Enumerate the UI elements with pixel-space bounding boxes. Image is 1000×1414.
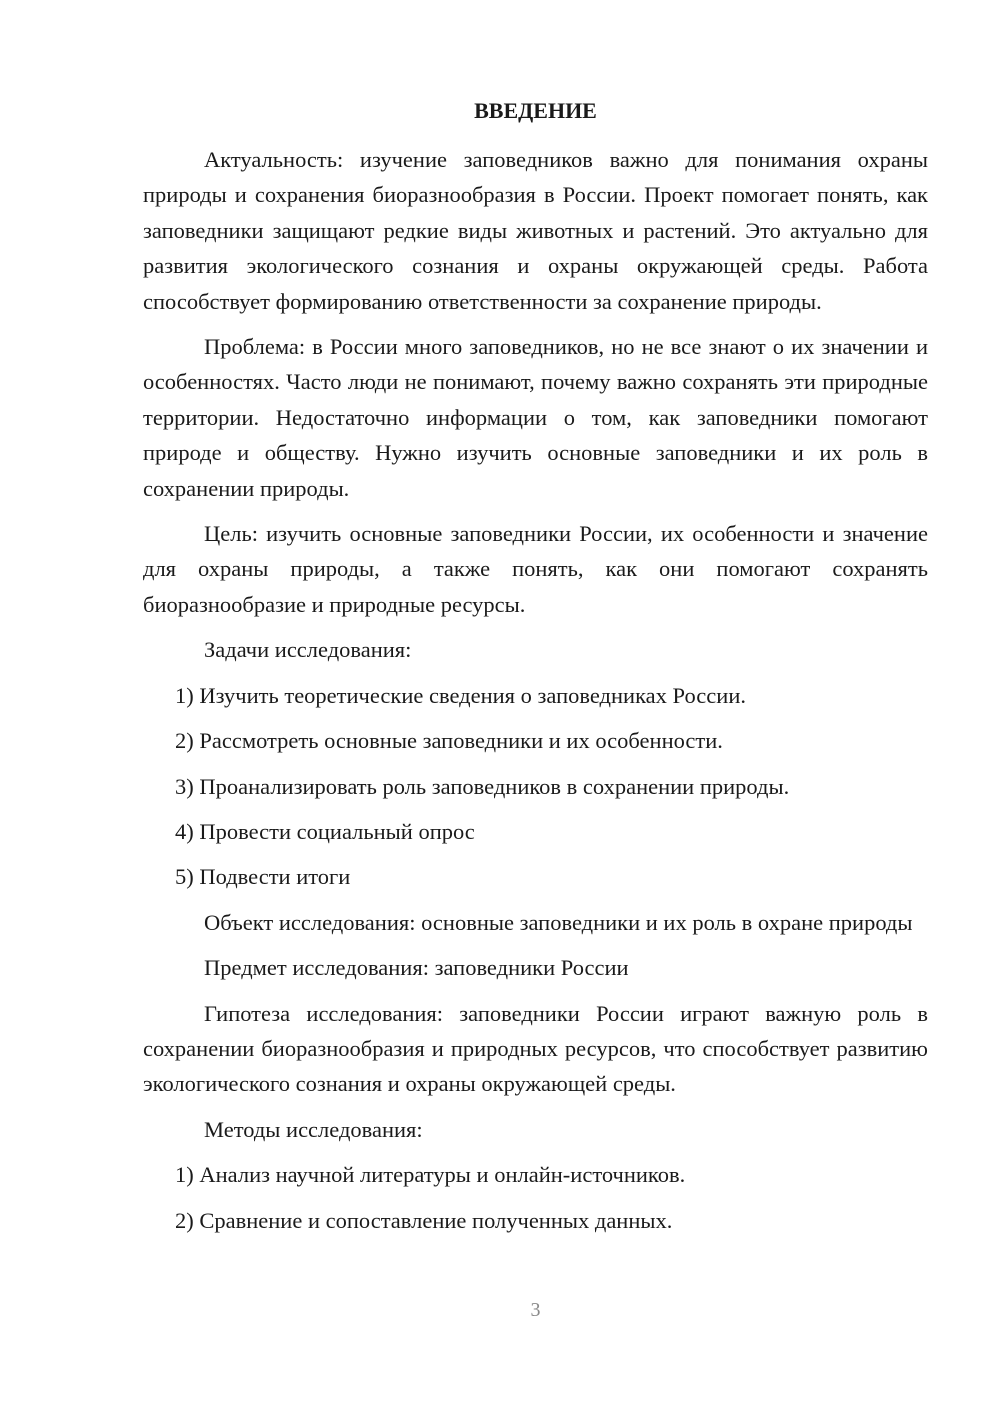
list-item-method-2: 2) Сравнение и сопоставление полученных данных. [175, 1207, 673, 1233]
methods-heading: Методы исследования: [204, 1116, 423, 1142]
paragraph-problem: Проблема: в России много заповедников, но не все знают о их значении и особенностях. Часто люди не понимают, почему важно сохранять эти природные территории. Недостаточно информации о том, как заповедники помогают природе и обществу. Нужно изучить основные заповедники и их роль в сохранении природы. [143, 334, 928, 501]
document-page [143, 0, 928, 1414]
paragraph-goal: Цель: изучить основные заповедники России, их особенности и значение для охраны природы, а также понять, как они помогают сохранять биоразнообразие и природные ресурсы. [143, 521, 928, 617]
list-item-task-1: 1) Изучить теоретические сведения о заповедниках России. [175, 682, 746, 708]
page-number: 3 [530, 1299, 541, 1321]
list-item-method-1: 1) Анализ научной литературы и онлайн-источников. [175, 1162, 686, 1188]
page-title: ВВЕДЕНИЕ [474, 98, 597, 123]
list-item-task-3: 3) Проанализировать роль заповедников в сохранении природы. [175, 773, 790, 799]
paragraph-relevance: Актуальность: изучение заповедников важно для понимания охраны природы и сохранения биоразнообразия в России. Проект помогает понять, как заповедники защищают редкие виды животных и растений. Это актуально для развития экологического сознания и охраны окружающей среды. Работа способствует формированию ответственности за сохранение природы. [143, 147, 928, 314]
paragraph-object: Объект исследования: основные заповедники и их роль в охране природы [204, 909, 913, 935]
paragraph-subject: Предмет исследования: заповедники России [204, 955, 629, 981]
list-item-task-2: 2) Рассмотреть основные заповедники и их особенности. [175, 728, 723, 754]
paragraph-hypothesis: Гипотеза исследования: заповедники России играют важную роль в сохранении биоразнообразия и природных ресурсов, что способствует развитию экологического сознания и охраны окружающей среды. [143, 1000, 928, 1097]
list-item-task-4: 4) Провести социальный опрос [175, 818, 475, 844]
tasks-heading: Задачи исследования: [204, 637, 412, 663]
list-item-task-5: 5) Подвести итоги [175, 864, 351, 890]
document-body [143, 142, 928, 1248]
